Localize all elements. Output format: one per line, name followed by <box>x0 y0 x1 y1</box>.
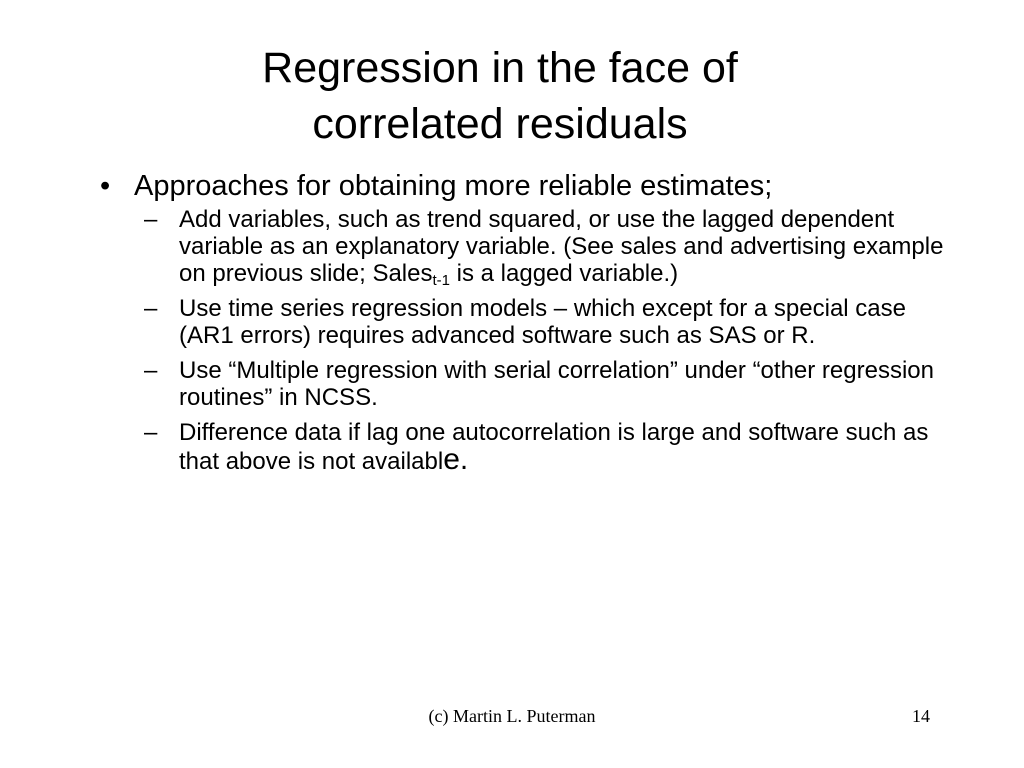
slide-title-line-1: Regression in the face of <box>262 44 738 92</box>
sub-bullet-text: Add variables, such as trend squared, or use the lagged dependent variable as an explanatory variable. (See sales and advertising example on previous slide; Sales <box>179 206 944 287</box>
bullet-dot-icon: • <box>100 170 111 202</box>
sub-bullet-time-series <box>144 295 944 349</box>
dash-icon: – <box>144 206 158 233</box>
dash-icon: – <box>144 295 158 322</box>
footer-credit: (c) Martin L. Puterman <box>428 706 596 726</box>
main-bullet-text: Approaches for obtaining more reliable estimates; <box>134 170 773 202</box>
sub-bullet-list <box>144 206 944 483</box>
slide-footer <box>0 706 1024 732</box>
sub-bullet-text: Use time series regression models – which except for a special case (AR1 errors) requires advanced software such as SAS or R. <box>179 295 906 349</box>
sub-bullet-text: Difference data if lag one autocorrelation is large and software such as that above is not availabl <box>179 419 929 475</box>
sub-bullet-text-end: is a lagged variable.) <box>450 260 679 287</box>
dash-icon: – <box>144 357 158 384</box>
main-bullet <box>100 166 772 206</box>
sub-bullet-text: Use “Multiple regression with serial correlation” under “other regression routines” in NCSS. <box>179 357 934 411</box>
sub-bullet-difference-data <box>144 419 944 475</box>
slide-title-line-2: correlated residuals <box>312 100 688 148</box>
page-number: 14 <box>912 706 930 726</box>
sub-bullet-lagged-variables <box>144 206 944 287</box>
subscript-text: t-1 <box>432 272 450 289</box>
dash-icon: – <box>144 419 158 446</box>
slide-title <box>0 40 1000 152</box>
sub-bullet-text-end: e. <box>443 443 469 476</box>
sub-bullet-ncss <box>144 357 944 411</box>
